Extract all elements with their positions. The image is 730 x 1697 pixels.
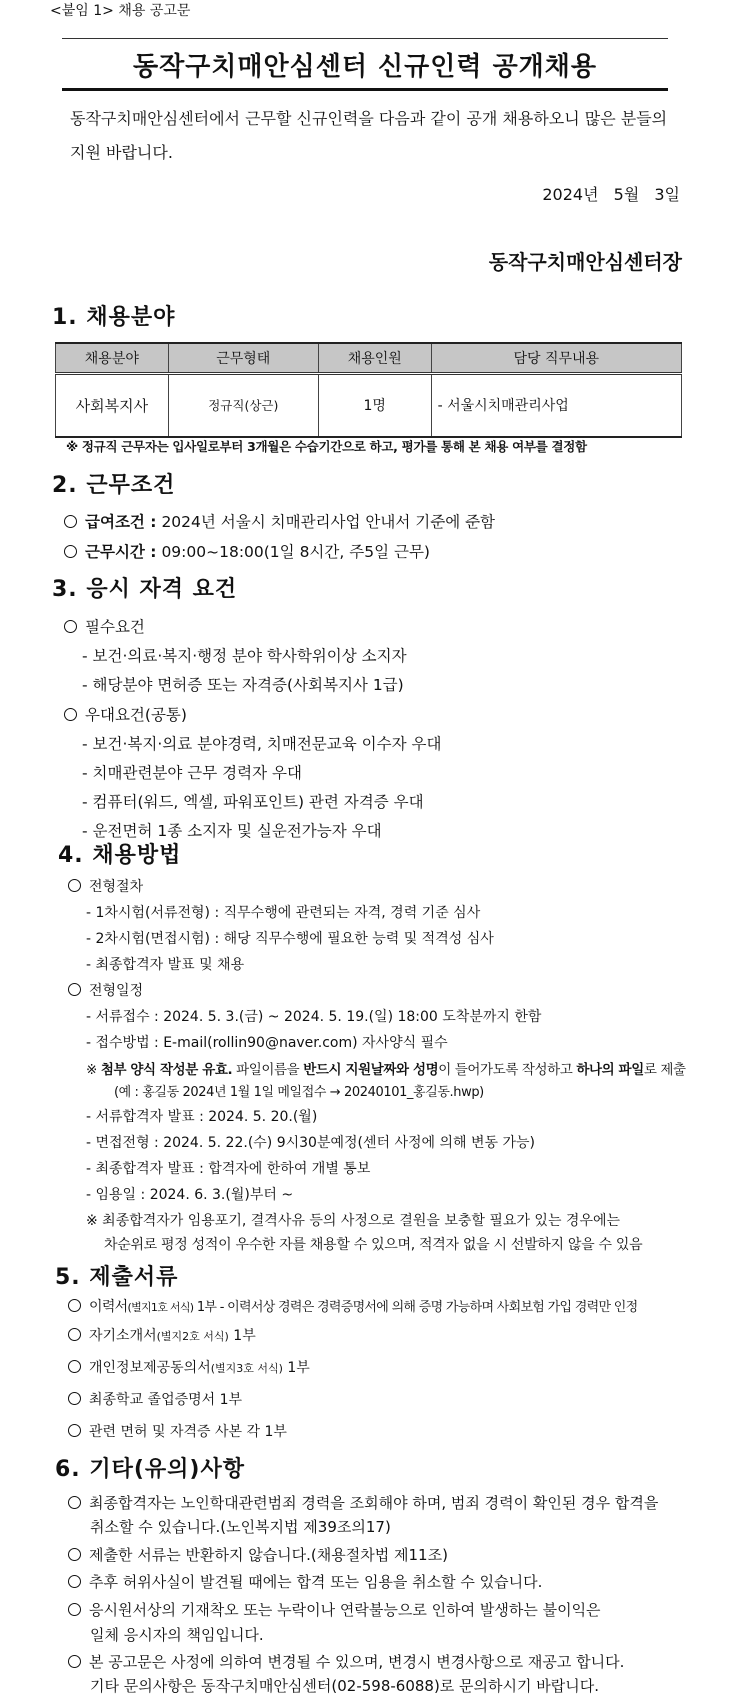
circle-bullet-icon <box>68 1575 81 1588</box>
document-privacy-consent: 개인정보제공동의서(별지3호 서식) 1부 <box>68 1357 310 1377</box>
table-cell: 사회복지사 <box>56 373 169 437</box>
intro-line-1: 동작구치매안심센터에서 근무할 신규인력을 다음과 같이 공개 채용하오니 많은 분들의 <box>70 109 668 128</box>
table-header: 담당 직무내용 <box>431 343 681 373</box>
note-no-return: 제출한 서류는 반환하지 않습니다.(채용절차법 제11조) <box>68 1544 448 1565</box>
document-license: 관련 면허 및 자격증 사본 각 1부 <box>68 1421 287 1441</box>
pay-condition <box>64 510 495 532</box>
section-title-6: 6. 기타(유의)사항 <box>55 1457 245 1482</box>
schedule-label: 전형일정 <box>68 980 143 1000</box>
list-item: - 보건·복지·의료 분야경력, 치매전문교육 이수자 우대 <box>82 735 442 753</box>
intro-paragraph <box>70 102 680 170</box>
file-note: ※ 첨부 양식 작성분 유효. 파일이름을 반드시 지원날짜와 성명이 들어가도록 작성하고 하나의 파일로 제출 <box>86 1062 686 1078</box>
table-header: 채용분야 <box>56 343 169 373</box>
circle-bullet-icon <box>68 1299 81 1312</box>
circle-bullet-icon <box>68 1392 81 1405</box>
note-contact: 기타 문의사항은 동작구치매안심센터(02-598-6088)로 문의하시기 바랍니다. <box>90 1677 600 1695</box>
announcement-date: 2024년 5월 3일 <box>542 185 680 204</box>
list-item: - 보건·의료·복지·행정 분야 학사학위이상 소지자 <box>82 647 407 665</box>
circle-bullet-icon <box>68 1655 81 1668</box>
section-title-5: 5. 제출서류 <box>55 1265 179 1290</box>
table-cell: 1명 <box>318 373 431 437</box>
schedule-item: - 서류접수 : 2024. 5. 3.(금) ~ 2024. 5. 19.(일) 18:00 도착분까지 한함 <box>86 1009 542 1025</box>
recruitment-table <box>55 342 682 438</box>
table-cell: - 서울시치매관리사업 <box>431 373 681 437</box>
note-applicant-responsibility-2: 일체 응시자의 책임입니다. <box>90 1626 264 1644</box>
circle-bullet-icon <box>68 1328 81 1341</box>
table-header-row <box>56 343 682 373</box>
file-name-example: (예 : 홍길동 2024년 1월 1일 메일접수 → 20240101_홍길동.hwp) <box>114 1085 484 1100</box>
intro-line-2: 지원 바랍니다. <box>70 143 173 162</box>
table-cell: 정규직(상근) <box>168 373 318 437</box>
document-self-intro: 자기소개서(별지2호 서식) 1부 <box>68 1325 256 1345</box>
list-item: - 해당분야 면허증 또는 자격증(사회복지사 1급) <box>82 676 404 694</box>
pay-label: 급여조건 : <box>85 513 157 531</box>
preferred-label: 우대요건(공통) <box>64 703 187 725</box>
probation-note: ※ 정규직 근무자는 입사일로부터 3개월은 수습기간으로 하고, 평가를 통해 본 채용 여부를 결정함 <box>66 439 587 454</box>
replacement-note-1: ※ 최종합격자가 임용포기, 결격사유 등의 사정으로 결원을 보충할 필요가 있는 경우에는 <box>86 1213 621 1229</box>
circle-bullet-icon <box>68 1548 81 1561</box>
schedule-item: - 최종합격자 발표 : 합격자에 한하여 개별 통보 <box>86 1161 371 1177</box>
section-title-1: 1. 채용분야 <box>52 305 176 330</box>
hours-text: 09:00~18:00(1일 8시간, 주5일 근무) <box>161 543 430 561</box>
work-hours <box>64 540 430 562</box>
circle-bullet-icon <box>64 708 77 721</box>
table-header: 근무형태 <box>168 343 318 373</box>
schedule-item: - 서류합격자 발표 : 2024. 5. 20.(월) <box>86 1109 318 1125</box>
table-header: 채용인원 <box>318 343 431 373</box>
note-criminal-check-2: 취소할 수 있습니다.(노인복지법 제39조의17) <box>90 1518 391 1536</box>
circle-bullet-icon <box>68 1424 81 1437</box>
circle-bullet-icon <box>64 515 77 528</box>
section-title-3: 3. 응시 자격 요건 <box>52 577 238 602</box>
process-label: 전형절차 <box>68 876 143 896</box>
pay-text: 2024년 서울시 치매관리사업 안내서 기준에 준함 <box>161 513 496 531</box>
note-criminal-check-1: 최종합격자는 노인학대관련범죄 경력을 조회해야 하며, 범죄 경력이 확인된 경우 합격을 <box>68 1492 658 1513</box>
document-diploma: 최종학교 졸업증명서 1부 <box>68 1389 242 1409</box>
circle-bullet-icon <box>68 1603 81 1616</box>
circle-bullet-icon <box>64 545 77 558</box>
signer: 동작구치매안심센터장 <box>488 250 682 274</box>
list-item: - 컴퓨터(워드, 엑셀, 파워포인트) 관련 자격증 우대 <box>82 793 424 811</box>
list-item: - 2차시험(면접시험) : 해당 직무수행에 필요한 능력 및 적격성 심사 <box>86 931 494 947</box>
title-rule-bottom <box>62 88 668 91</box>
list-item: - 최종합격자 발표 및 채용 <box>86 957 245 973</box>
document-resume: 이력서(별지1호 서식) 1부 - 이력서상 경력은 경력증명서에 의해 증명 가능하며 사회보험 가입 경력만 인정 <box>68 1296 637 1316</box>
section-title-4: 4. 채용방법 <box>58 843 182 868</box>
required-label: 필수요건 <box>64 615 145 637</box>
title-rule-top <box>62 38 668 39</box>
circle-bullet-icon <box>68 1496 81 1509</box>
schedule-item: - 임용일 : 2024. 6. 3.(월)부터 ~ <box>86 1187 294 1203</box>
replacement-note-2: 차순위로 평정 성적이 우수한 자를 채용할 수 있으며, 적격자 없을 시 선발하지 않을 수 있음 <box>104 1237 643 1253</box>
list-item: - 운전면허 1종 소지자 및 실운전가능자 우대 <box>82 822 382 840</box>
note-change-notice-1: 본 공고문은 사정에 의하여 변경될 수 있으며, 변경시 변경사항으로 재공고 합니다. <box>68 1651 624 1672</box>
attachment-label: <붙임 1> 채용 공고문 <box>50 3 191 19</box>
page-title: 동작구치매안심센터 신규인력 공개채용 <box>132 52 598 82</box>
circle-bullet-icon <box>68 1360 81 1373</box>
table-row <box>56 373 682 437</box>
schedule-item: - 접수방법 : E-mail(rollin90@naver.com) 자사양식 필수 <box>86 1035 448 1051</box>
list-item: - 1차시험(서류전형) : 직무수행에 관련되는 자격, 경력 기준 심사 <box>86 905 481 921</box>
note-applicant-responsibility-1: 응시원서상의 기재착오 또는 누락이나 연락불능으로 인하여 발생하는 불이익은 <box>68 1599 601 1620</box>
schedule-item: - 면접전형 : 2024. 5. 22.(수) 9시30분예정(센터 사정에 의해 변동 가능) <box>86 1135 536 1151</box>
hours-label: 근무시간 : <box>85 543 157 561</box>
section-title-2: 2. 근무조건 <box>52 473 176 498</box>
circle-bullet-icon <box>68 983 81 996</box>
circle-bullet-icon <box>68 879 81 892</box>
note-false-info: 추후 허위사실이 발견될 때에는 합격 또는 임용을 취소할 수 있습니다. <box>68 1571 542 1592</box>
circle-bullet-icon <box>64 620 77 633</box>
list-item: - 치매관련분야 근무 경력자 우대 <box>82 764 302 782</box>
